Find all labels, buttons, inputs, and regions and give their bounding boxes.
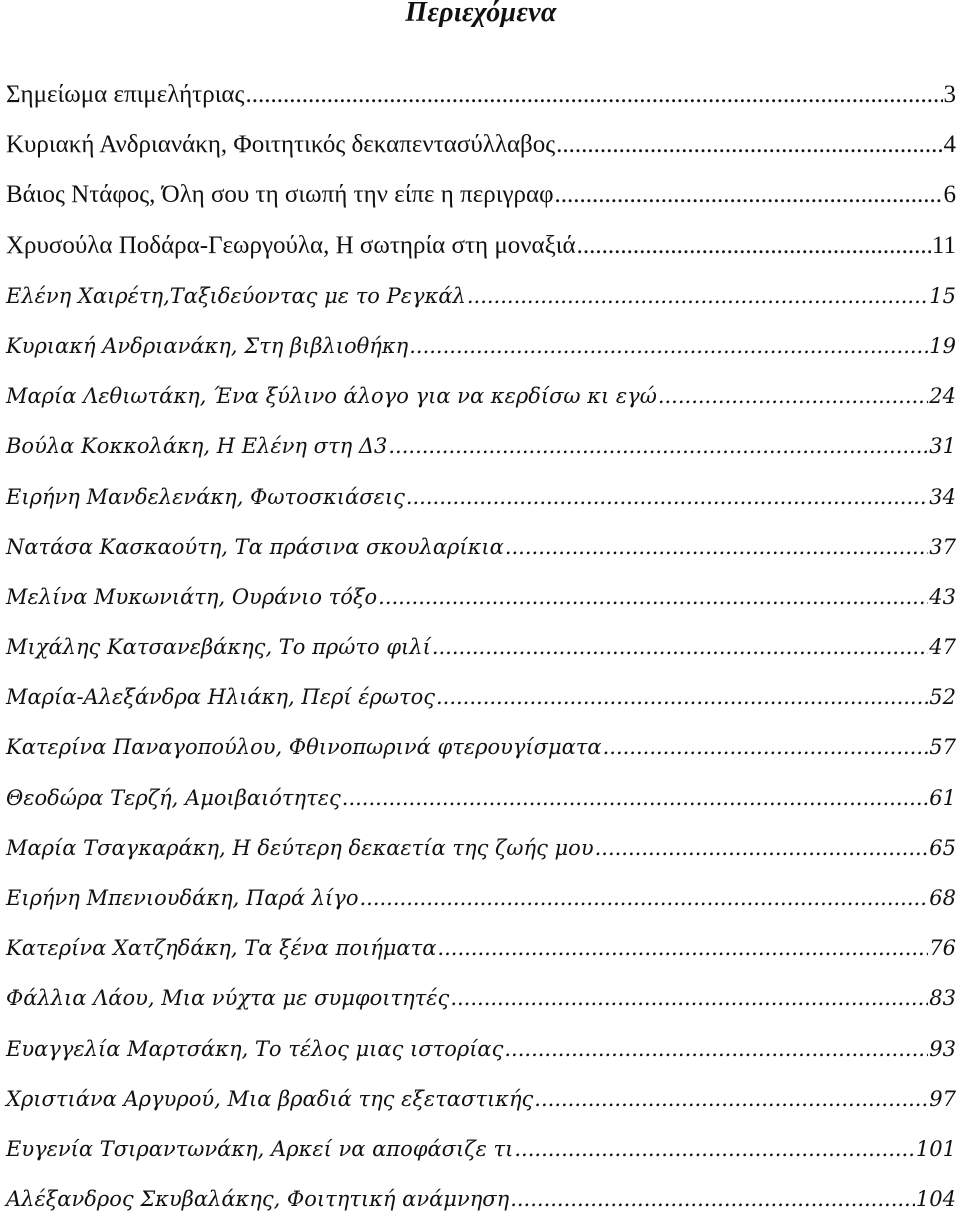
toc-entry-page-number: 65 [929, 835, 956, 860]
toc-leader-dots [555, 170, 943, 220]
toc-entry-label: Ειρήνη Μπενιουδάκη, Παρά λίγο [6, 886, 359, 910]
toc-entry-label: Σημείωμα επιμελήτριας [6, 81, 245, 108]
toc-entry-page-number: 76 [929, 936, 956, 961]
toc-leader-dots [432, 622, 928, 672]
toc-leader-dots [437, 923, 928, 973]
toc-entry [6, 271, 956, 321]
toc-entry-label: Ευαγγελία Μαρτσάκη, Το τέλος μιας ιστορίας [6, 1036, 504, 1061]
toc-leader-dots [510, 1174, 915, 1224]
toc-entry-page-number: 83 [929, 986, 956, 1011]
toc-entry-page-number: 4 [943, 131, 956, 159]
toc-leader-dots [245, 70, 942, 120]
toc-leader-dots [467, 271, 928, 321]
document-page [6, 0, 956, 1223]
toc-entry [6, 1024, 956, 1074]
toc-entry-page-number: 31 [929, 434, 956, 459]
toc-entry-page-number: 3 [943, 81, 956, 108]
toc-entry-label: Χρυσούλα Ποδάρα-Γεωργούλα, Η σωτηρία στη μοναξιά [6, 231, 576, 259]
toc-entry-page-number: 101 [915, 1136, 956, 1161]
toc-entry [6, 1124, 956, 1174]
toc-entry-label: Μαρία Τσαγκαράκη, Η δεύτερη δεκαετία της ζωής μου [6, 835, 594, 860]
toc-leader-dots [409, 321, 928, 371]
toc-leader-dots [514, 1124, 915, 1174]
toc-entry [6, 1074, 956, 1124]
toc-entry [6, 321, 956, 371]
toc-leader-dots [504, 1024, 928, 1074]
toc-entry-label: Μαρία-Αλεξάνδρα Ηλιάκη, Περί έρωτος [6, 685, 435, 710]
toc-entry-page-number: 19 [929, 333, 956, 358]
toc-entry [6, 170, 956, 220]
toc-entry-label: Χριστιάνα Αργυρού, Μια βραδιά της εξεταστικής [6, 1086, 534, 1111]
toc-leader-dots [595, 823, 929, 873]
toc-entry-label: Βάιος Ντάφος, Όλη σου τη σιωπή την είπε η περιγραφ [6, 181, 554, 209]
toc-entry-page-number: 52 [929, 685, 956, 710]
toc-leader-dots [556, 120, 942, 170]
toc-entry [6, 1174, 956, 1224]
toc-leader-dots [342, 773, 928, 823]
toc-entry-label: Κατερίνα Χατζηδάκη, Τα ξένα ποιήματα [6, 936, 437, 961]
toc-entry [6, 672, 956, 722]
table-of-contents [6, 70, 956, 1224]
toc-leader-dots [388, 421, 928, 471]
toc-entry [6, 522, 956, 572]
toc-entry [6, 70, 956, 120]
toc-entry-page-number: 11 [931, 231, 956, 259]
toc-entry-page-number: 34 [929, 484, 956, 509]
toc-entry-label: Ελένη Χαιρέτη,Ταξιδεύοντας με το Ρεγκάλ [6, 283, 466, 308]
toc-entry [6, 823, 956, 873]
toc-entry [6, 923, 956, 973]
toc-leader-dots [406, 472, 928, 522]
toc-leader-dots [603, 722, 929, 772]
toc-entry-page-number: 68 [929, 886, 956, 910]
toc-entry-page-number: 15 [929, 283, 956, 308]
toc-entry-label: Ειρήνη Μανδελενάκη, Φωτοσκιάσεις [6, 484, 405, 509]
toc-entry [6, 221, 956, 271]
toc-entry-label: Νατάσα Κασκαούτη, Τα πράσινα σκουλαρίκια [6, 534, 504, 559]
toc-entry [6, 773, 956, 823]
toc-entry-label: Θεοδώρα Τερζή, Αμοιβαιότητες [6, 785, 341, 810]
toc-entry-page-number: 61 [929, 785, 956, 810]
toc-entry-label: Μαρία Λεθιωτάκη, Ένα ξύλινο άλογο για να κερδίσω κι εγώ [6, 384, 657, 409]
toc-leader-dots [359, 873, 928, 923]
toc-entry-page-number: 93 [929, 1036, 956, 1061]
toc-entry [6, 622, 956, 672]
toc-leader-dots [577, 221, 931, 271]
toc-entry-label: Βούλα Κοκκολάκη, Η Ελένη στη Δ3 [6, 434, 388, 459]
toc-leader-dots [450, 973, 928, 1023]
toc-leader-dots [505, 522, 928, 572]
toc-entry [6, 973, 956, 1023]
toc-entry [6, 722, 956, 772]
toc-leader-dots [378, 572, 928, 622]
toc-entry [6, 421, 956, 471]
toc-entry-page-number: 104 [915, 1187, 956, 1212]
toc-entry-label: Αλέξανδρος Σκυβαλάκης, Φοιτητική ανάμνηση [6, 1187, 510, 1212]
toc-entry-page-number: 24 [929, 384, 956, 409]
toc-entry-label: Κατερίνα Παναγοπούλου, Φθινοπωρινά φτερουγίσματα [6, 735, 602, 760]
toc-entry-label: Κυριακή Ανδριανάκη, Φοιτητικός δεκαπεντασύλλαβος [6, 131, 556, 159]
toc-leader-dots [436, 672, 928, 722]
toc-entry [6, 371, 956, 421]
toc-entry-page-number: 57 [929, 735, 956, 760]
toc-leader-dots [658, 371, 928, 421]
toc-entry-page-number: 6 [943, 181, 956, 209]
toc-leader-dots [534, 1074, 928, 1124]
toc-entry [6, 572, 956, 622]
toc-entry-page-number: 47 [929, 635, 956, 660]
toc-entry [6, 120, 956, 170]
toc-entry-label: Μιχάλης Κατσανεβάκης, Το πρώτο φιλί [6, 635, 431, 660]
toc-entry-page-number: 37 [929, 534, 956, 559]
toc-entry [6, 873, 956, 923]
toc-entry-label: Φάλλια Λάου, Μια νύχτα με συμφοιτητές [6, 986, 450, 1011]
toc-entry-label: Μελίνα Μυκωνιάτη, Ουράνιο τόξο [6, 584, 378, 609]
toc-entry [6, 472, 956, 522]
page-title: Περιεχόμενα [405, 0, 557, 28]
toc-entry-label: Κυριακή Ανδριανάκη, Στη βιβλιοθήκη [6, 333, 409, 358]
toc-entry-page-number: 97 [929, 1086, 956, 1111]
toc-entry-page-number: 43 [929, 584, 956, 609]
toc-entry-label: Ευγενία Τσιραντωνάκη, Αρκεί να αποφάσιζε τι [6, 1136, 514, 1161]
